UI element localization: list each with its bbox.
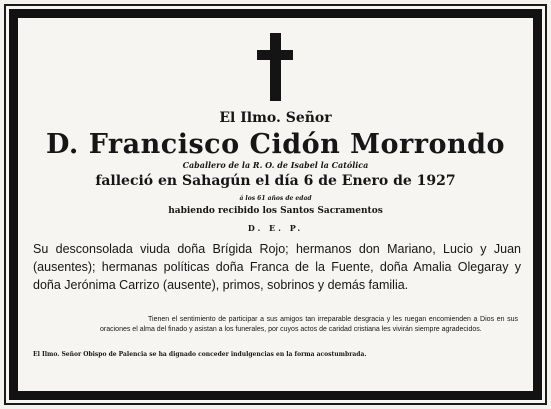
rip-line: D. E. P. <box>247 223 304 233</box>
family-paragraph: Su desconsolada viuda doña Brígida Rojo; hermanos don Mariano, Lucio y Juan (ausentes); hermanas políticas doña Franca de la Fuente, doña Amalia Olegaray y doña Jerónima Carrizo (ausente), primos, sobrinos y demás familia. <box>33 242 521 292</box>
age-line: á los 61 años de edad <box>239 195 312 202</box>
honorific: El Ilmo. Señor <box>219 110 332 126</box>
deceased-name: D. Francisco Cidón Morrondo <box>45 129 506 160</box>
bishop-note: El Ilmo. Señor Obispo de Palencia se ha dignado conceder indulgencias en la forma acostumbrada. <box>33 351 367 358</box>
cross-icon <box>257 33 293 101</box>
death-announcement: falleció en Sahagún el día 6 de Enero de 1927 <box>95 173 456 189</box>
sacraments-line: habiendo recibido los Santos Sacramentos <box>168 206 383 216</box>
invitation-paragraph: Tienen el sentimiento de participar a sus amigos tan irreparable desgracia y les ruegan encomienden a Dios en sus oraciones el alma del finado y asistan a los funerales, por cuyos actos de caridad cristiana les vivirán siempre agradecidos. <box>100 316 518 333</box>
title-line: Caballero de la R. O. de Isabel la Católica <box>182 160 369 170</box>
